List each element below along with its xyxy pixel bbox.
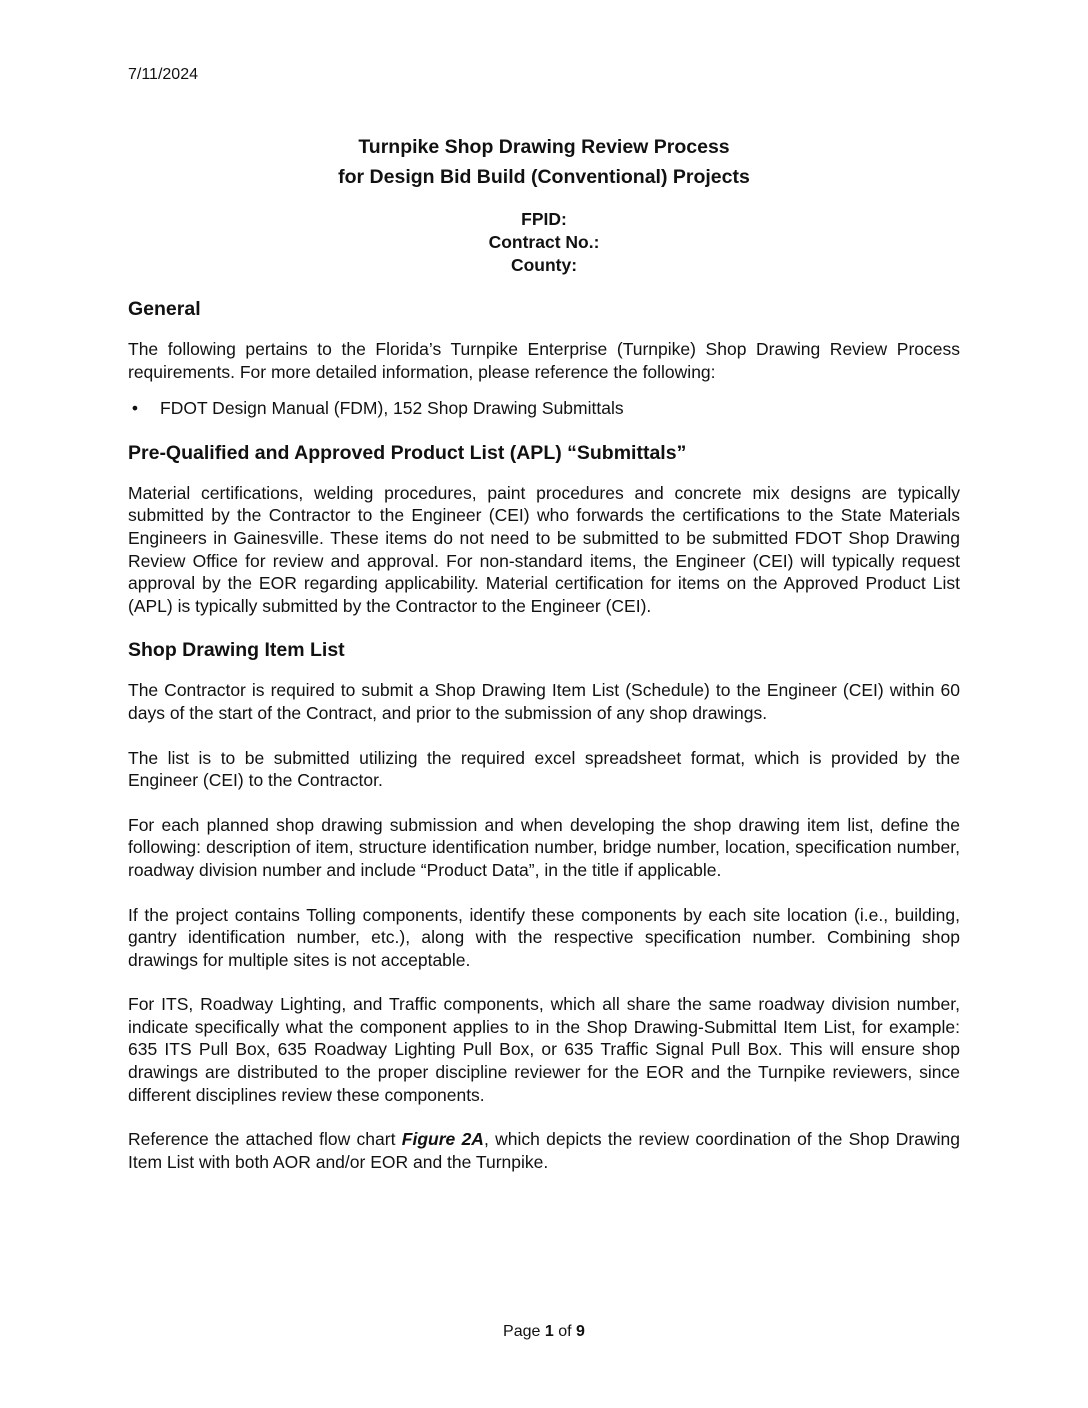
item-list-paragraph-3: For each planned shop drawing submission and when developing the shop drawing item list, define the following: description of item, structure identification number, bridge number, location, specification number, roadway division number and include “Product Data”, in the title if applicable.: [128, 814, 960, 880]
project-meta: [128, 208, 960, 277]
item-list-paragraph-1: The Contractor is required to submit a Shop Drawing Item List (Schedule) to the Engineer (CEI) within 60 days of the start of the Contract, and prior to the submission of any shop drawings.: [128, 680, 960, 723]
section-apl: [128, 438, 960, 618]
page-number: 1: [544, 1323, 554, 1340]
document-date: 7/11/2024: [128, 66, 198, 83]
page-total: 9: [576, 1323, 585, 1340]
page-label: Page: [503, 1323, 541, 1340]
section-heading-general: General: [128, 298, 201, 320]
fpid-label: FPID:: [521, 209, 567, 229]
apl-body: Material certifications, welding procedures, paint procedures and concrete mix designs are typically submitted by the Contractor to the Engineer (CEI) who forwards the certifications to the State Materials Engineers in Gainesville. These items do not need to be submitted to be submitted FDOT Shop Drawing Review Office for review and approval. For non-standard items, the Engineer (CEI) will typically request approval by the EOR regarding applicability. Material certification for items on the Approved Product List (APL) is typically submitted by the Contractor to the Engineer (CEI).: [128, 482, 960, 616]
bullet-icon: •: [131, 398, 139, 419]
reference-list: [128, 397, 960, 420]
section-item-list: [128, 635, 960, 1173]
document-body: [128, 294, 960, 1173]
title-line-2: for Design Bid Build (Conventional) Projects: [338, 166, 750, 188]
section-heading-apl: Pre-Qualified and Approved Product List (APL) “Submittals”: [128, 441, 687, 464]
of-label: of: [558, 1323, 572, 1340]
item-list-paragraph-2: The list is to be submitted utilizing the required excel spreadsheet format, which is provided by the Engineer (CEI) to the Contractor.: [128, 747, 960, 791]
section-heading-item-list: Shop Drawing Item List: [128, 639, 345, 662]
list-item: • FDOT Design Manual (FDM), 152 Shop Drawing Submittals: [128, 397, 960, 420]
item-list-paragraph-6: Reference the attached flow chart Figure 2A, which depicts the review coordination of the Shop Drawing Item List with both AOR and/or EOR and the Turnpike.: [128, 1129, 960, 1172]
figure-reference: Figure 2A: [401, 1129, 484, 1150]
title-line-1: Turnpike Shop Drawing Review Process: [358, 136, 730, 158]
general-intro: The following pertains to the Florida’s Turnpike Enterprise (Turnpike) Shop Drawing Review Process requirements. For more detailed information, please reference the following:: [128, 339, 960, 382]
document-title: [128, 132, 960, 192]
contract-label: Contract No.:: [488, 232, 600, 252]
item-list-paragraph-4: If the project contains Tolling components, identify these components by each site location (i.e., building, gantry identification number, etc.), along with the respective specification number. Combining shop drawings for multiple sites is not acceptable.: [128, 904, 960, 970]
item-list-paragraph-5: For ITS, Roadway Lighting, and Traffic components, which all share the same roadway division number, indicate specifically what the component applies to in the Shop Drawing-Submittal Item List, for example: 635 ITS Pull Box, 635 Roadway Lighting Pull Box, or 635 Traffic Signal Pull Box. This will ensure shop drawings are distributed to the proper discipline reviewer for the EOR and the Turnpike reviewers, since different disciplines review these components.: [128, 994, 960, 1105]
section-general: [128, 294, 960, 420]
county-label: County:: [510, 255, 578, 275]
page-footer: [0, 1323, 1088, 1341]
